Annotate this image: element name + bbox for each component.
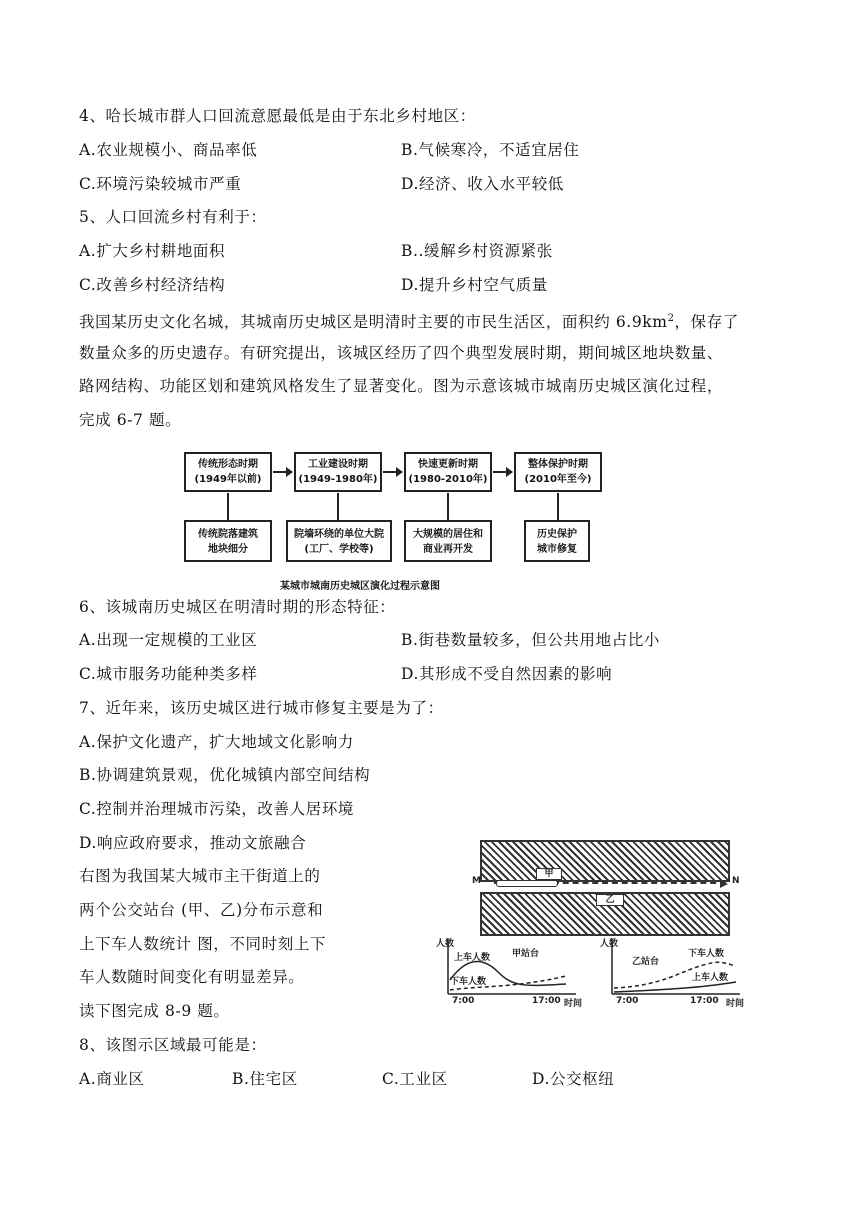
q5-option-d: D.提升乡村空气质量 <box>401 276 548 294</box>
left-chart-tick-7: 7:00 <box>452 996 475 1006</box>
q5-option-c: C.改善乡村经济结构 <box>79 276 226 294</box>
arrow-right-icon <box>720 880 728 888</box>
bus-station-diagram <box>436 836 752 1010</box>
connector-line <box>447 493 449 520</box>
left-chart-y-label: 人数 <box>436 939 455 949</box>
feature-text: 历史保护 <box>537 529 577 540</box>
q6-option-c: C.城市服务功能种类多样 <box>79 665 258 683</box>
period-box-industrial <box>294 452 382 492</box>
period-title: 整体保护时期 <box>528 459 588 470</box>
q8-option-a: A.商业区 <box>79 1070 145 1088</box>
left-chart-station-label: 甲站台 <box>512 949 540 959</box>
bus-icon <box>496 880 558 887</box>
q4-stem: 4、哈长城市群人口回流意愿最低是由于东北乡村地区： <box>79 107 476 125</box>
q8-stem: 8、该图示区域最可能是： <box>79 1036 267 1054</box>
q7-option-d: D.响应政府要求，推动文旅融合 <box>79 834 307 852</box>
right-chart-alighting-label: 下车人数 <box>688 949 725 959</box>
passage2-line2: 两个公交站台 (甲、乙)分布示意和 <box>79 901 324 919</box>
connector-line <box>557 493 559 520</box>
period-years: (1949-1980年) <box>298 474 378 485</box>
q6-stem: 6、该城南历史城区在明清时期的形态特征： <box>79 598 396 616</box>
period-box-traditional <box>184 452 272 492</box>
passage2-line1: 右图为我国某大城市主干街道上的 <box>79 867 321 885</box>
q5-option-a: A.扩大乡村耕地面积 <box>79 242 226 260</box>
q6-option-d: D.其形成不受自然因素的影响 <box>401 665 613 683</box>
period-box-rapid-renewal <box>404 452 492 492</box>
feature-text: 地块细分 <box>208 544 248 555</box>
evolution-flow-diagram <box>180 446 616 594</box>
q7-stem: 7、近年来，该历史城区进行城市修复主要是为了： <box>79 699 444 717</box>
flow-diagram-caption: 某城市城南历史城区演化过程示意图 <box>280 581 440 592</box>
passage2-line4: 车人数随时间变化有明显差异。 <box>79 968 305 986</box>
station-yi-marker <box>596 894 624 906</box>
left-chart-boarding-label: 上车人数 <box>454 953 491 963</box>
building-block-north <box>480 840 730 882</box>
period-title: 传统形态时期 <box>198 459 258 470</box>
passage1-line2: 数量众多的历史遗存。有研究提出，该城区经历了四个典型发展时期，期间城区地块数量、 <box>79 344 724 362</box>
q4-option-a: A.农业规模小、商品率低 <box>79 141 258 159</box>
passage2-line3: 上下车人数统计 图，不同时刻上下 <box>79 935 327 953</box>
right-chart-y-label: 人数 <box>600 939 619 949</box>
q4-option-c: C.环境污染较城市严重 <box>79 175 242 193</box>
right-chart-station-label: 乙站台 <box>632 957 660 967</box>
boarding-curve <box>614 982 736 992</box>
period-box-protection <box>514 452 602 492</box>
period-years: (1949年以前) <box>194 474 262 485</box>
arrow-right-icon <box>383 471 401 473</box>
station-jia-label: 甲 <box>544 869 554 879</box>
right-chart-tick-17: 17:00 <box>690 996 719 1006</box>
passage1-line3: 路网结构、功能区划和建筑风格发生了显著变化。图为示意该城市城南历史城区演化过程， <box>79 377 724 395</box>
station-jia-marker <box>536 868 562 880</box>
q8-option-c: C.工业区 <box>382 1070 448 1088</box>
feature-text: 商业再开发 <box>423 544 473 555</box>
right-chart-tick-7: 7:00 <box>616 996 639 1006</box>
left-chart-x-label: 时间 <box>564 999 583 1009</box>
period-title: 快速更新时期 <box>418 459 478 470</box>
feature-box-traditional <box>184 520 272 562</box>
q6-option-a: A.出现一定规模的工业区 <box>79 631 258 649</box>
q5-stem: 5、人口回流乡村有利于： <box>79 208 267 226</box>
q6-option-b: B.街巷数量较多，但公共用地占比小 <box>401 631 661 649</box>
passage1-line4: 完成 6-7 题。 <box>79 411 182 429</box>
q4-option-d: D.经济、收入水平较低 <box>401 175 564 193</box>
q5-option-b: B..缓解乡村资源紧张 <box>401 242 553 260</box>
arrow-right-icon <box>273 471 291 473</box>
passage1-line1-text: 我国某历史文化名城，其城南历史城区是明清时主要的市民生活区，面积约 6.9km <box>79 313 668 332</box>
right-chart-x-label: 时间 <box>726 999 745 1009</box>
left-chart-tick-17: 17:00 <box>532 996 561 1006</box>
passage2-line5: 读下图完成 8-9 题。 <box>79 1002 230 1020</box>
station-yi-label: 乙 <box>605 895 615 905</box>
connector-line <box>227 493 229 520</box>
feature-text: 院墙环绕的单位大院 <box>294 529 384 540</box>
point-n-label: N <box>732 876 740 886</box>
q8-option-d: D.公交枢纽 <box>532 1070 615 1088</box>
q7-option-a: A.保护文化遗产，扩大地域文化影响力 <box>79 733 354 751</box>
feature-text: 城市修复 <box>537 544 577 555</box>
feature-box-industrial <box>286 520 392 562</box>
point-m-label: M <box>472 876 481 886</box>
period-title: 工业建设时期 <box>308 459 368 470</box>
q4-option-b: B.气候寒冷，不适宜居住 <box>401 141 580 159</box>
feature-text: 大规模的居住和 <box>413 529 483 540</box>
feature-box-rapid-renewal <box>404 520 492 562</box>
right-chart-boarding-label: 上车人数 <box>692 973 729 983</box>
period-years: (1980-2010年) <box>408 474 488 485</box>
passage1-line1-tail: ，保存了 <box>674 313 739 332</box>
feature-text: (工厂、学校等) <box>304 544 374 555</box>
feature-box-protection <box>524 520 590 562</box>
period-years: (2010年至今) <box>524 474 592 485</box>
q8-option-b: B.住宅区 <box>232 1070 298 1088</box>
left-chart-alighting-label: 下车人数 <box>450 977 487 987</box>
feature-text: 传统院落建筑 <box>198 529 258 540</box>
passage1-line1 <box>79 309 739 332</box>
arrow-right-icon <box>493 471 511 473</box>
connector-line <box>337 493 339 520</box>
q7-option-b: B.协调建筑景观，优化城镇内部空间结构 <box>79 766 371 784</box>
km-superscript: 2 <box>667 313 675 324</box>
q7-option-c: C.控制并治理城市污染，改善人居环境 <box>79 800 355 818</box>
